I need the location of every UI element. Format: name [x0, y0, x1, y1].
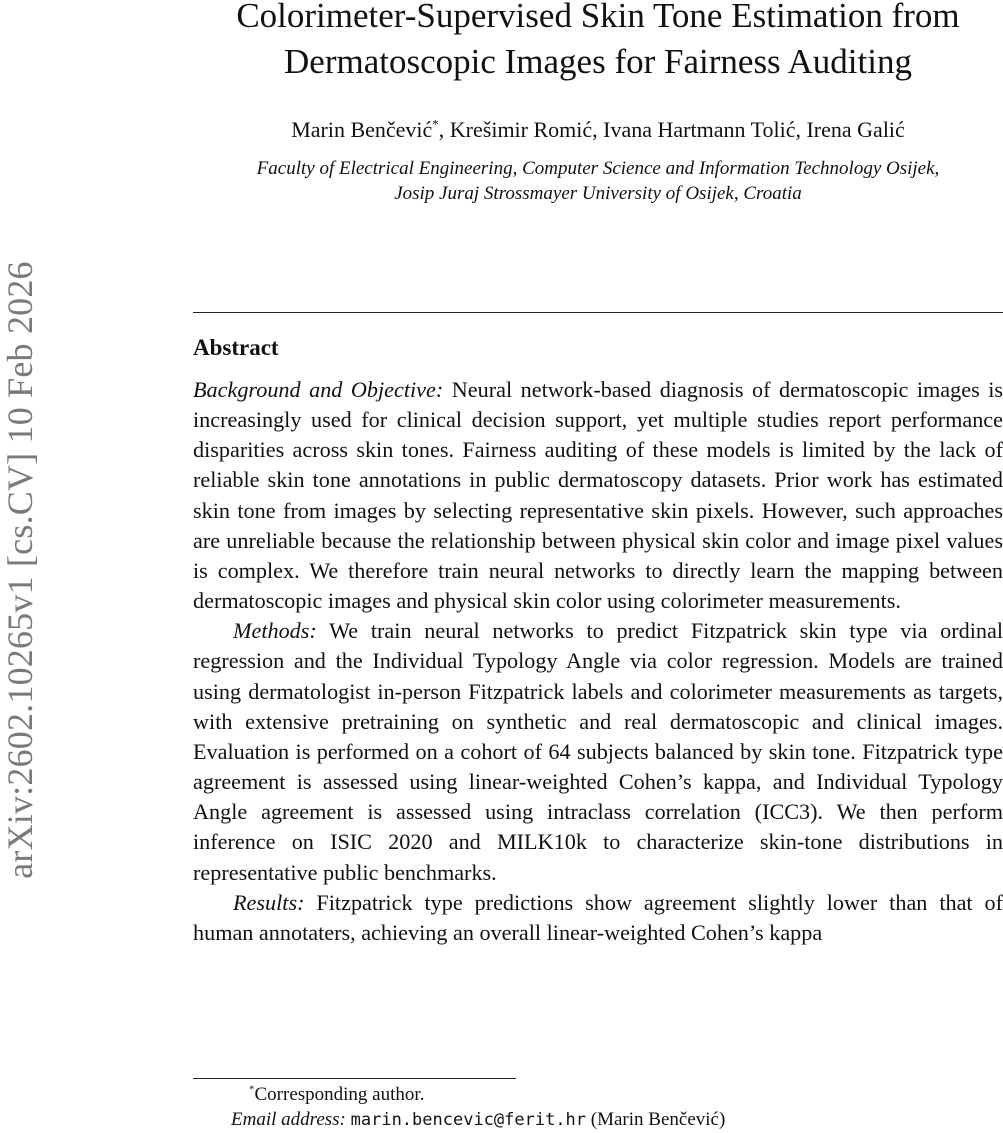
footnote-marker: *	[249, 1083, 255, 1096]
abstract-body	[193, 375, 1003, 948]
footnote-corresponding	[193, 1083, 1003, 1107]
abstract-top-rule	[193, 312, 1003, 313]
footnote-rule	[193, 1078, 516, 1079]
footnote-email-owner: (Marin Benčević)	[590, 1109, 726, 1130]
abstract-label-results: Results:	[233, 889, 305, 915]
paper-title-line-2: Dermatoscopic Images for Fairness Auditing	[284, 42, 912, 81]
affiliation-line-1: Faculty of Electrical Engineering, Computer Science and Information Technology Osijek,	[256, 158, 940, 179]
abstract-text-results: Fitzpatrick type predictions show agreement slightly lower than that of human annotaters, achieving an overall linear-weighted Cohen’s kappa	[193, 889, 1003, 945]
footnote-email-link[interactable]: marin.bencevic@ferit.hr	[350, 1110, 587, 1130]
abstract-label-methods: Methods:	[233, 618, 317, 644]
affiliation-line-2: Josip Juraj Strossmayer University of Osijek, Croatia	[394, 183, 802, 204]
abstract-paragraph-results	[193, 888, 1003, 948]
author-corresponding: Marin Benčević	[291, 117, 433, 142]
paper-title-line-1: Colorimeter-Supervised Skin Tone Estimation from	[236, 0, 960, 35]
author-separator: ,	[438, 117, 450, 142]
abstract-text-methods: We train neural networks to predict Fitzpatrick skin type via ordinal regression and the Individual Typology Angle via color regression. Models are trained using dermatologist in-person Fitzpatrick labels and colorimeter measurements as targets, with extensive pretraining on synthetic and real dermatoscopic and clinical images. Evaluation is performed on a cohort of 64 subjects balanced by skin tone. Fitzpatrick type agreement is assessed using linear-weighted Cohen’s kappa, and Individual Typology Angle agreement is assessed using intraclass correlation (ICC3). We then perform inference on ISIC 2020 and MILK10k to characterize skin-tone distributions in representative public benchmarks.	[193, 618, 1003, 885]
abstract-paragraph-background	[193, 375, 1003, 616]
author-coauthors: Krešimir Romić, Ivana Hartmann Tolić, Irena Galić	[449, 117, 905, 142]
footnote-note: Corresponding author.	[254, 1084, 425, 1105]
footnote-email-line	[193, 1108, 1003, 1132]
abstract-paragraph-methods	[193, 616, 1003, 887]
abstract-label-background: Background and Objective:	[193, 377, 444, 402]
author-list	[193, 116, 1003, 144]
abstract-text-background: Neural network-based diagnosis of dermatoscopic images is increasingly used for clinical decision support, yet multiple studies report performance disparities across skin tones. Fairness auditing of these models is limited by the lack of reliable skin tone annotations in public dermatoscopy datasets. Prior work has estimated skin tone from images by selecting representative skin pixels. However, such approaches are unreliable because the relationship between physical skin color and image pixel values is complex. We therefore train neural networks to directly learn the mapping between dermatoscopic images and physical skin color using colorimeter measurements.	[193, 377, 1003, 614]
abstract-heading: Abstract	[193, 335, 279, 360]
arxiv-identifier: arXiv:2602.10265v1 [cs.CV] 10 Feb 2026	[0, 261, 40, 879]
corresponding-author-marker: *	[432, 116, 439, 132]
footnote-email-label: Email address:	[231, 1109, 346, 1130]
